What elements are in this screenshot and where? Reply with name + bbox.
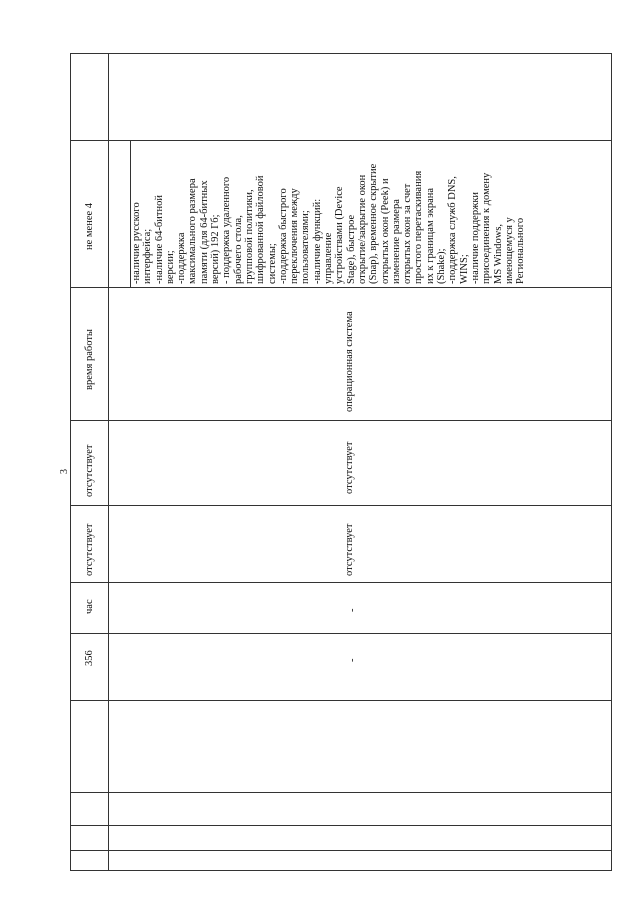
requirement-line: их к границам экрана [424,187,436,284]
requirement-line: версии; [164,250,176,284]
requirement-line: пользователями; [300,210,312,284]
row-divider [108,53,109,701]
requirement-line: -поддержка служб DNS, [447,176,459,284]
column-divider [70,825,612,826]
requirement-line: переключения между [289,188,301,284]
requirement-line: максимального размера [187,178,199,284]
requirement-line: -наличие русского [131,202,142,284]
requirement-line: -наличие 64-битной [153,195,165,284]
requirement-line: MS Windows, [492,223,504,284]
requirement-line: открытие/закрытие окон [356,174,368,284]
requirement-line: WINS; [458,254,470,284]
requirement-line: простого перетаскивания [413,170,425,284]
requirements-list [131,164,526,284]
column-divider [70,287,612,288]
column-divider [70,420,612,421]
requirement-line: -наличие функций: [311,198,323,284]
requirement-line: (Snap), временное скрытие [368,163,380,284]
requirement-line: -поддержка быстрого [277,188,289,284]
requirement-line: групповой политики, [243,189,255,284]
requirement-line: изменение размера [390,199,402,284]
requirement-line: присоединения к домену [481,172,493,284]
requirement-line: (Shake); [436,248,448,284]
value-b: отсутствует [344,523,355,576]
column-divider [70,140,612,141]
requirement-line: рабочего стола, [232,215,244,284]
requirement-line: открытых окон (Peek) и [379,178,391,284]
header-cell-b: отсутствует [84,523,95,576]
requirement-line: системы; [266,243,278,284]
header-cell-a: отсутствует [84,444,95,497]
page-number: 3 [59,469,70,474]
dash-2: - [347,658,358,662]
column-divider [70,633,612,634]
requirement-line: устройствами (Device [334,186,346,284]
requirement-line: имеющемуся у [503,217,515,284]
value-os: операционная система [344,311,355,412]
requirement-line: -наличие поддержки [469,191,481,284]
requirement-line: версий) 192 Гб; [210,214,222,284]
table-border-left [70,53,71,871]
requirement-line: - поддержка удаленного [221,176,233,284]
table-border-right [611,53,612,871]
column-divider [70,850,612,851]
value-a: отсутствует [344,441,355,494]
requirement-line: интерфейса; [142,228,154,284]
requirement-line: открытых окон за счет [402,183,414,284]
column-divider [70,700,612,701]
header-cell-unit: час [84,599,95,614]
requirement-line: Stage), быстрое [345,214,357,284]
dash-1: - [347,608,358,612]
header-cell-id: 356 [84,650,95,666]
requirement-line: шифрованной файловой [255,175,267,284]
requirement-line: Регионального [515,217,527,284]
requirement-line: -поддержка [176,232,188,284]
table-border-top [70,53,612,54]
row-divider [108,700,109,871]
column-divider [70,582,612,583]
header-cell-c: время работы [84,329,95,390]
requirement-line: памяти (для 64-битных [198,180,210,284]
column-divider [70,505,612,506]
column-divider [70,792,612,793]
header-cell-d: не менее 4 [84,202,95,250]
table-border-bottom [70,870,612,871]
requirement-line: управление [323,232,335,284]
